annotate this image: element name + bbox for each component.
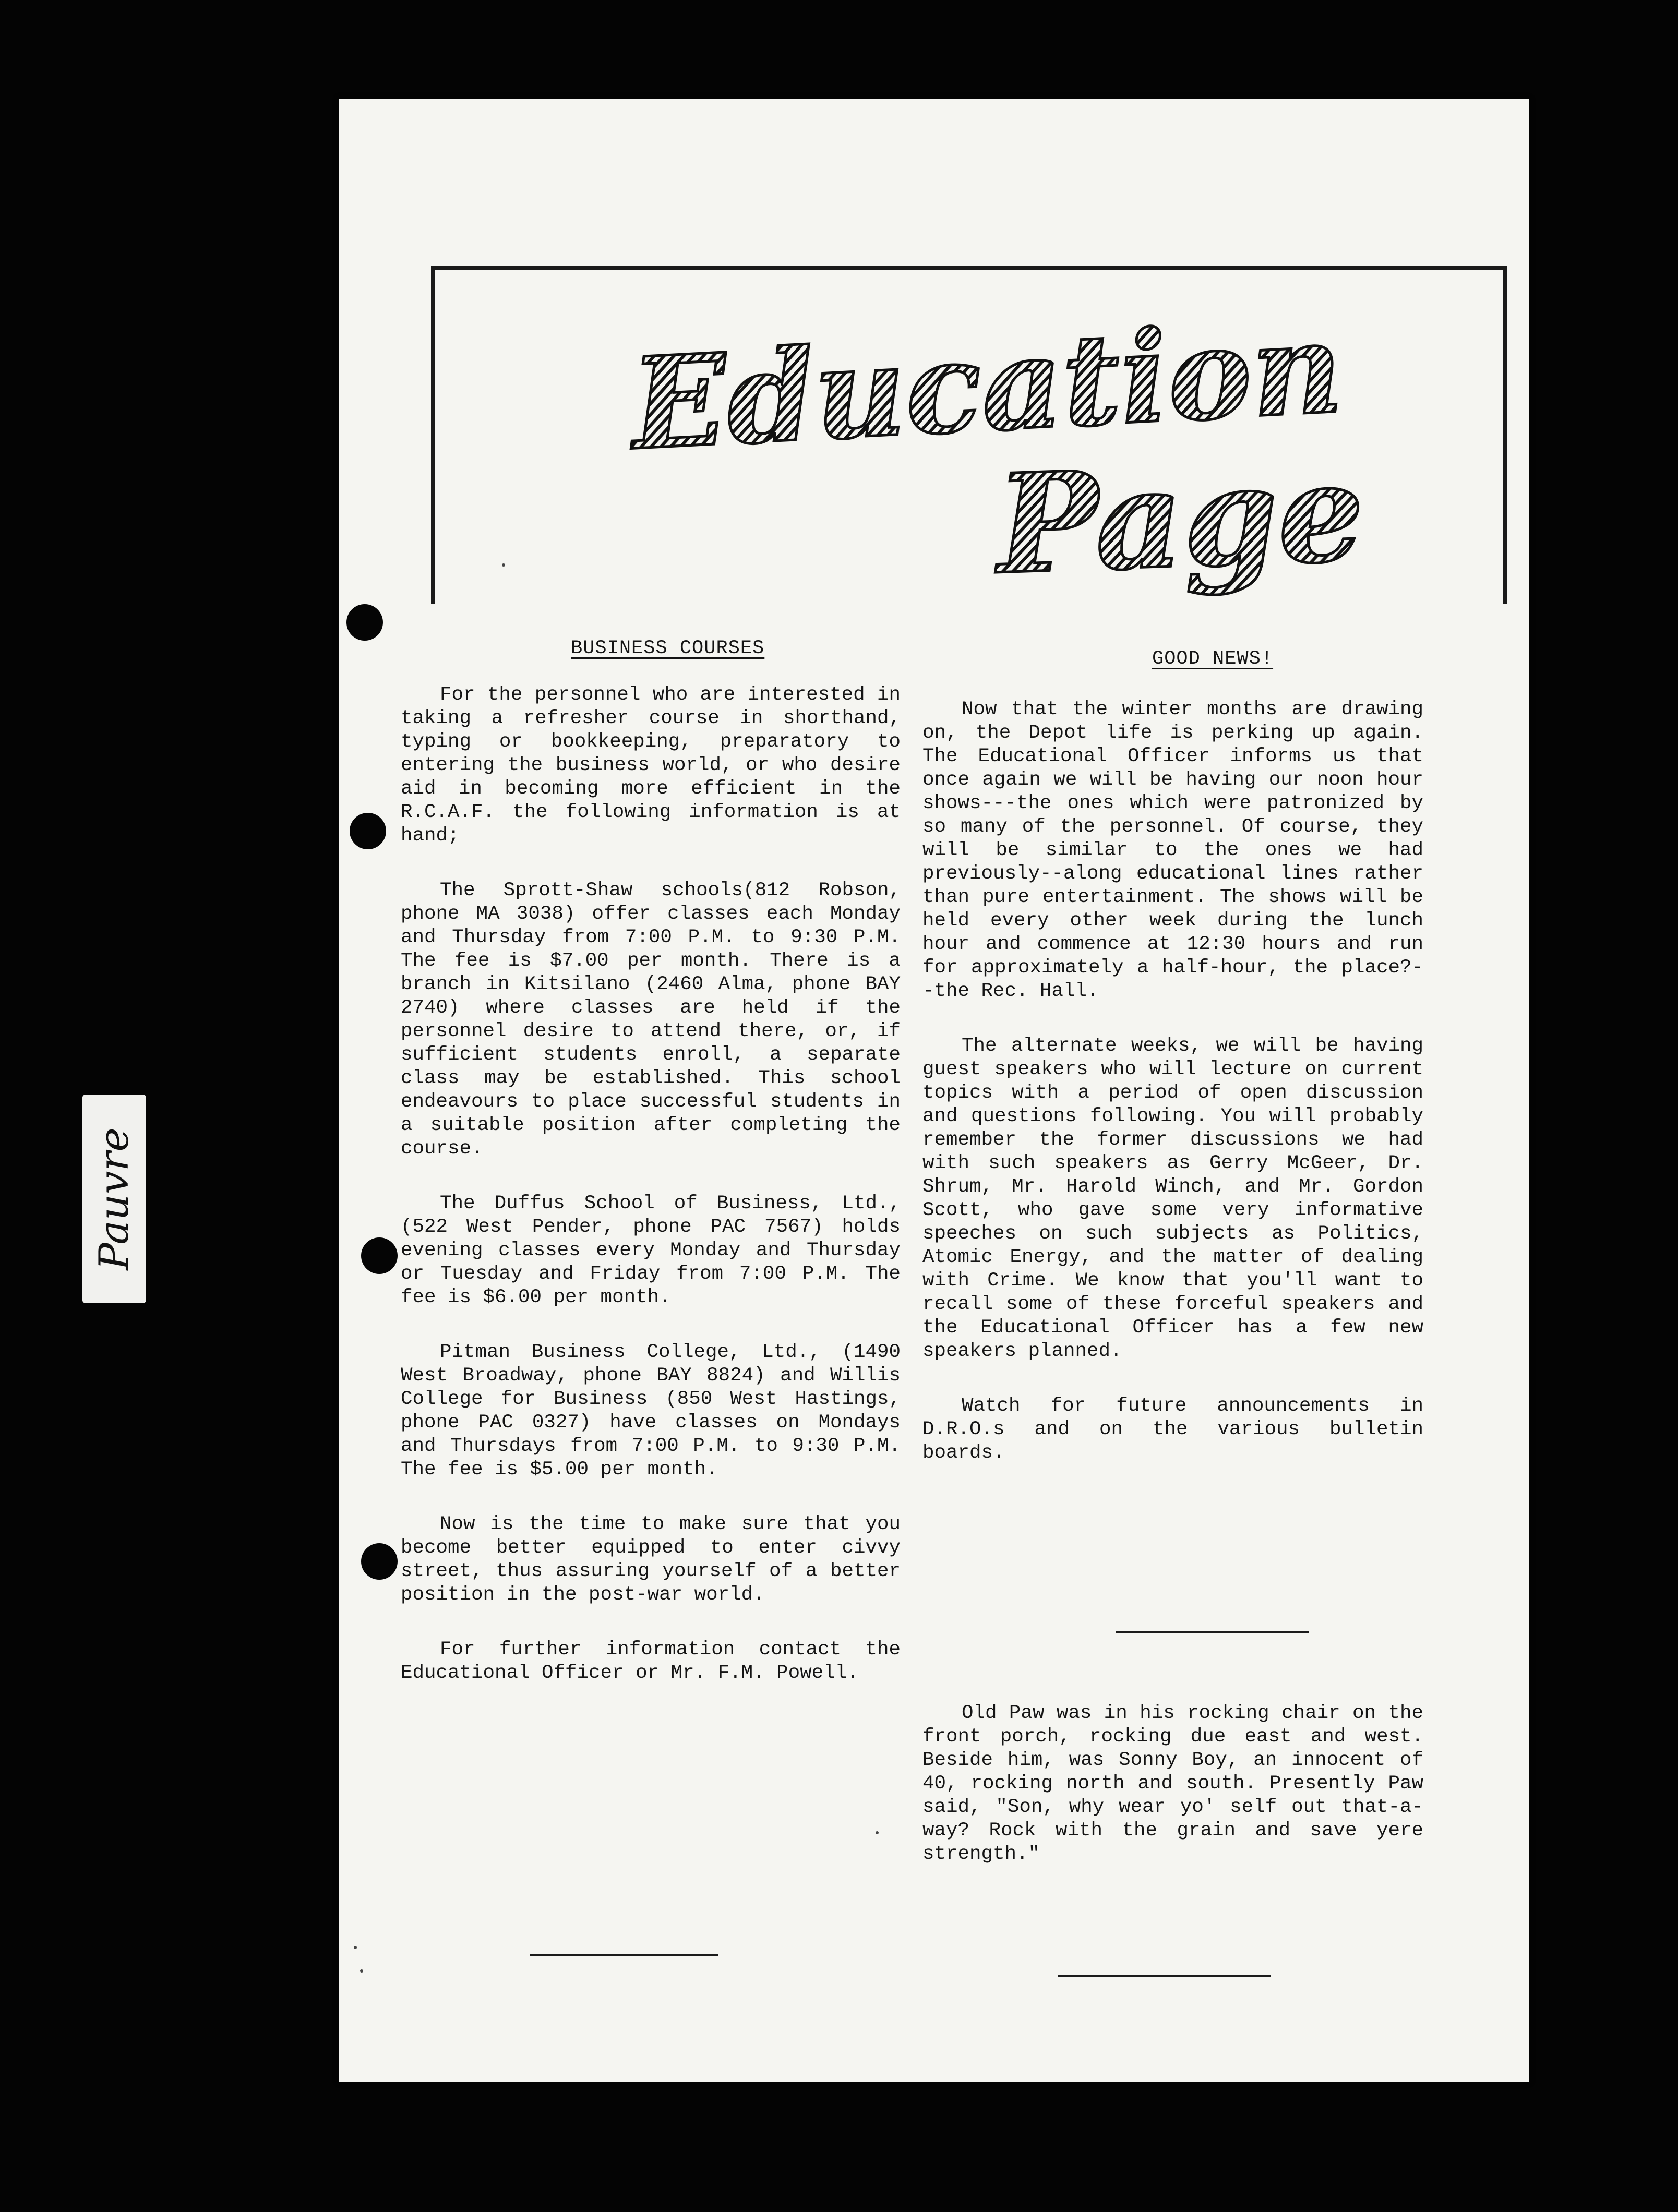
left-paragraph-6: For further information contact the Educational Officer or Mr. F.M. Powell. bbox=[401, 1639, 901, 1684]
right-end-rule bbox=[1058, 1975, 1271, 1977]
left-end-rule bbox=[530, 1954, 718, 1956]
right-paragraph-1: Now that the winter months are drawing on, the Depot life is perking up again. The Educational Officer informs us that once again we will be having our noon hour shows---the ones which were patronized by so many of the personnel. Of course, they will be similar to the ones we had previously--along educational lines rather than pure entertainment. The shows will be held every other week during the lunch hour and commence at 12:30 hours and run for approximately a half-hour, the place?--the Rec. Hall. bbox=[922, 699, 1423, 1002]
pauvre-tag-label: Pauvre bbox=[91, 1127, 138, 1270]
pauvre-tag bbox=[82, 1095, 146, 1303]
right-column bbox=[922, 698, 1423, 1496]
right-column-divider bbox=[1116, 1631, 1309, 1633]
punch-hole-3 bbox=[361, 1237, 398, 1274]
left-paragraph-4: Pitman Business College, Ltd., (1490 West Broadway, phone BAY 8824) and Willis College for Business (850 West Hastings, phone PAC 0327) have classes on Mondays and Thursdays from 7:00 P.M. to 9:30 P.M. The fee is $5.00 per month. bbox=[401, 1341, 901, 1481]
paper-speck bbox=[876, 1831, 879, 1834]
left-paragraph-5: Now is the time to make sure that you become better equipped to enter civvy street, thus assuring yourself of a better position in the post-war world. bbox=[401, 1513, 901, 1606]
document-page bbox=[339, 99, 1529, 2082]
left-paragraph-2: The Sprott-Shaw schools(812 Robson, phone MA 3038) offer classes each Monday and Thursday from 7:00 P.M. to 9:30 P.M. The fee is $7.00 per month. There is a branch in Kitsilano (2460 Alma, phone BAY 2740) where classes are held if the personnel desire to attend there, or, if sufficient students enroll, a separate class may be established. This school endeavours to place successful students in a suitable position after completing the course. bbox=[401, 880, 901, 1160]
title-line-2: Page bbox=[994, 432, 1367, 605]
left-column-heading: BUSINESS COURSES bbox=[571, 638, 765, 659]
punch-hole-2 bbox=[350, 813, 386, 849]
paper-speck bbox=[354, 1946, 357, 1949]
left-paragraph-1: For the personnel who are interested in taking a refresher course in shorthand, typing or bookkeeping, preparatory to entering the business world, or who desire aid in becoming more efficient in the R.C.A.F. the following information is at hand; bbox=[401, 684, 901, 847]
anecdote-text: Old Paw was in his rocking chair on the front porch, rocking due east and west. Beside him, was Sonny Boy, an innocent of 40, rocking north and south. Presently Paw said, "Son, why wear yo' self out that-a-way? Rock with the grain and save yere strength." bbox=[922, 1702, 1423, 1865]
right-column-heading: GOOD NEWS! bbox=[1152, 648, 1274, 670]
left-paragraph-3: The Duffus School of Business, Ltd., (522 West Pender, phone PAC 7567) holds evening classes every Monday and Thursday or Tuesday and Friday from 7:00 P.M. The fee is $6.00 per month. bbox=[401, 1193, 901, 1308]
right-paragraph-2: The alternate weeks, we will be having guest speakers who will lecture on current topics with a period of open discussion and questions following. You will probably remember the former discussions we had with such speakers as Gerry McGeer, Dr. Shrum, Mr. Harold Winch, and Mr. Gordon Scott, who gave some very informative speeches on such subjects as Politics, Atomic Energy, and the matter of dealing with Crime. We know that you'll want to recall some of these forceful speakers and the Educational Officer has a few new speakers planned. bbox=[922, 1035, 1423, 1362]
title-lettering bbox=[339, 99, 1529, 621]
anecdote bbox=[922, 1702, 1423, 1897]
left-column bbox=[401, 683, 901, 1716]
paper-speck bbox=[360, 1969, 363, 1973]
punch-hole-4 bbox=[361, 1543, 398, 1580]
right-paragraph-3: Watch for future announcements in D.R.O.s and on the various bulletin boards. bbox=[922, 1395, 1423, 1464]
title-line-1: Education bbox=[628, 294, 1346, 478]
paper-speck bbox=[502, 563, 505, 567]
